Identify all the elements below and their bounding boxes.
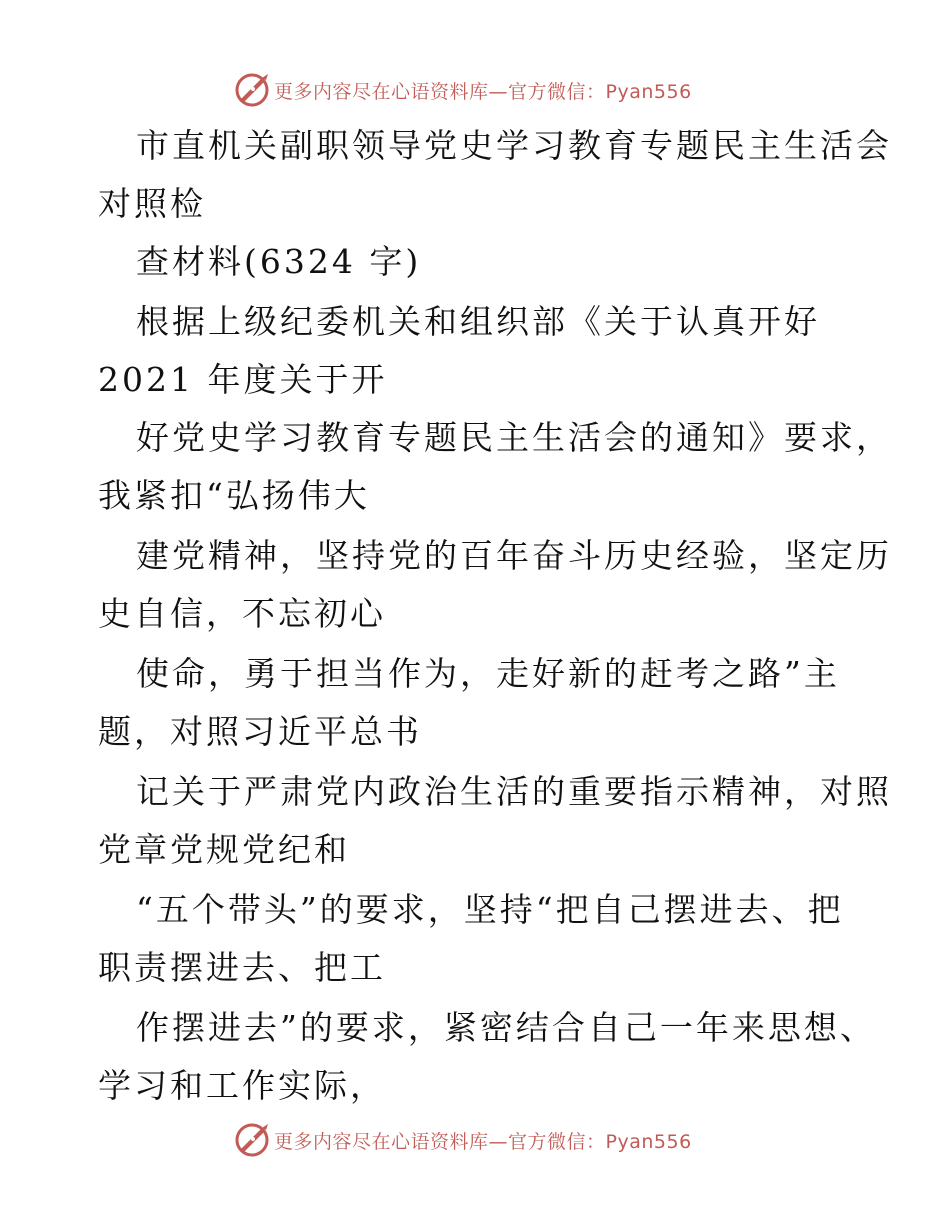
text-line: 对照检 [98, 184, 206, 223]
pen-nib-logo-icon [232, 1120, 272, 1160]
footer-watermark-banner [232, 1120, 692, 1160]
text-line: 建党精神，坚持党的百年奋斗历史经验，坚定历 [136, 536, 892, 575]
watermark-text: 更多内容尽在心语资料库—官方微信：Pyan556 [274, 1130, 692, 1153]
text-line: 学习和工作实际， [98, 1066, 386, 1105]
text-line: 好党史学习教育专题民主生活会的通知》要求， [136, 418, 892, 457]
pen-nib-logo-icon [232, 70, 272, 110]
text-line: 党章党规党纪和 [98, 830, 350, 869]
text-line: 2021 年度关于开 [98, 360, 388, 399]
text-line: 史自信，不忘初心 [98, 594, 386, 633]
text-line: 市直机关副职领导党史学习教育专题民主生活会 [136, 126, 892, 165]
text-line: 记关于严肃党内政治生活的重要指示精神，对照 [136, 772, 892, 811]
text-line: 职责摆进去、把工 [98, 948, 386, 987]
text-line: 我紧扣“弘扬伟大 [98, 476, 370, 515]
text-line: 查材料(6324 字) [136, 242, 422, 281]
text-line: 使命，勇于担当作为，走好新的赶考之路”主 [136, 654, 840, 693]
text-line: 题，对照习近平总书 [98, 712, 422, 751]
text-line: 根据上级纪委机关和组织部《关于认真开好 [136, 302, 820, 341]
header-watermark-banner [232, 70, 692, 110]
text-line: “五个带头”的要求，坚持“把自己摆进去、把 [136, 890, 844, 929]
watermark-text: 更多内容尽在心语资料库—官方微信：Pyan556 [274, 80, 692, 103]
text-line: 作摆进去”的要求，紧密结合自己一年来思想、 [136, 1008, 876, 1047]
